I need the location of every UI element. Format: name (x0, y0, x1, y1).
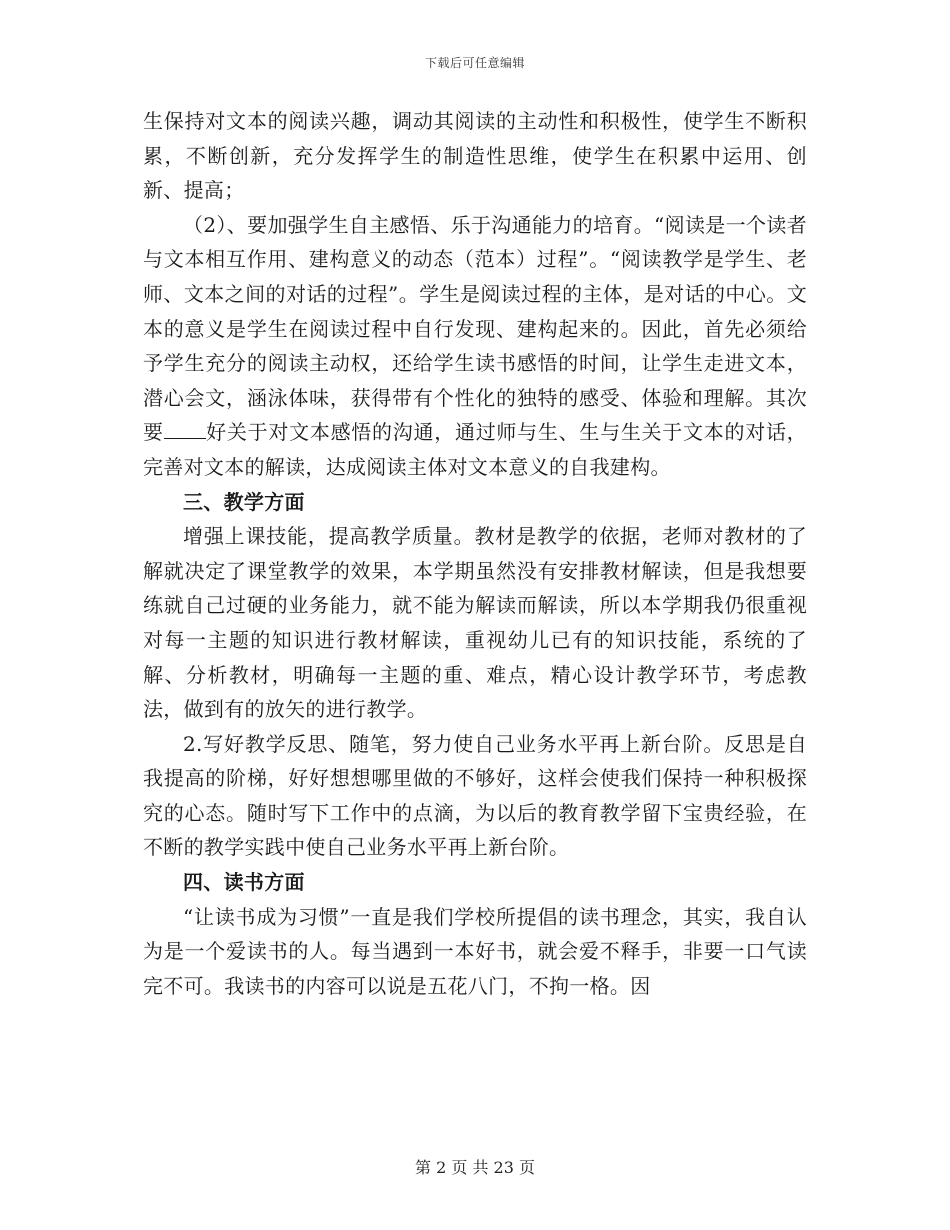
section-heading-teaching: 三、教学方面 (183, 489, 305, 514)
paragraph-reading-habit: “让读书成为习惯”一直是我们学校所提倡的读书理念，其实，我自认为是一个爱读书的人。每当遇到一本好书，就会爱不释手，非要一口气读完不可。我读书的内容可以说是五花八门，不拘一格。因 (143, 904, 807, 998)
paragraph-reading-dialogue (143, 208, 807, 485)
section-heading-reading: 四、读书方面 (183, 870, 305, 895)
paragraph-text-before-blank: （2）、要加强学生自主感悟、乐于沟通能力的培育。“阅读是一个读者与文本相互作用、建构意义的动态（范本）过程”。“阅读教学是学生、老师、文本之间的对话的过程”。学生是阅读过程的主体，是对话的中心。文本的意义是学生在阅读过程中自行发现、建构起来的。因此，首先必须给予学生充分的阅读主动权，还给学生读书感悟的时间，让学生走进文本，潜心会文，涵泳体味，获得带有个性化的独特的感受、体验和理解。其次要 (143, 212, 807, 445)
fill-in-blank (164, 420, 206, 439)
page-header: 下载后可任意编辑 (424, 56, 525, 70)
paragraph-text-after-blank: 好关于对文本感悟的沟通，通过师与生、生与生关于文本的对话，完善对文本的解读，达成阅读主体对文本意义的自我建构。 (143, 420, 807, 479)
paragraph-continuation: 生保持对文本的阅读兴趣，调动其阅读的主动性和积极性，使学生不断积累，不断创新，充分发挥学生的制造性思维，使学生在积累中运用、创新、提高； (143, 109, 807, 203)
paragraph-teaching-skills: 增强上课技能，提高教学质量。教材是教学的依据，老师对教材的了解就决定了课堂教学的效果，本学期虽然没有安排教材解读，但是我想要练就自己过硬的业务能力，就不能为解读而解读，所以本学期我仍很重视对每一主题的知识进行教材解读，重视幼儿已有的知识技能，系统的了解、分析教材，明确每一主题的重、难点，精心设计教学环节，考虑教法，做到有的放矢的进行教学。 (143, 524, 807, 722)
paragraph-teaching-reflection: 2.写好教学反思、随笔，努力使自己业务水平再上新台阶。反思是自我提高的阶梯，好好想想哪里做的不够好，这样会使我们保持一种积极探究的心态。随时写下工作中的点滴，为以后的教育教学留下宝贵经验，在不断的教学实践中使自己业务水平再上新台阶。 (143, 731, 807, 860)
page-number: 第 2 页 共 23 页 (415, 1158, 535, 1177)
document-body (143, 104, 807, 1003)
